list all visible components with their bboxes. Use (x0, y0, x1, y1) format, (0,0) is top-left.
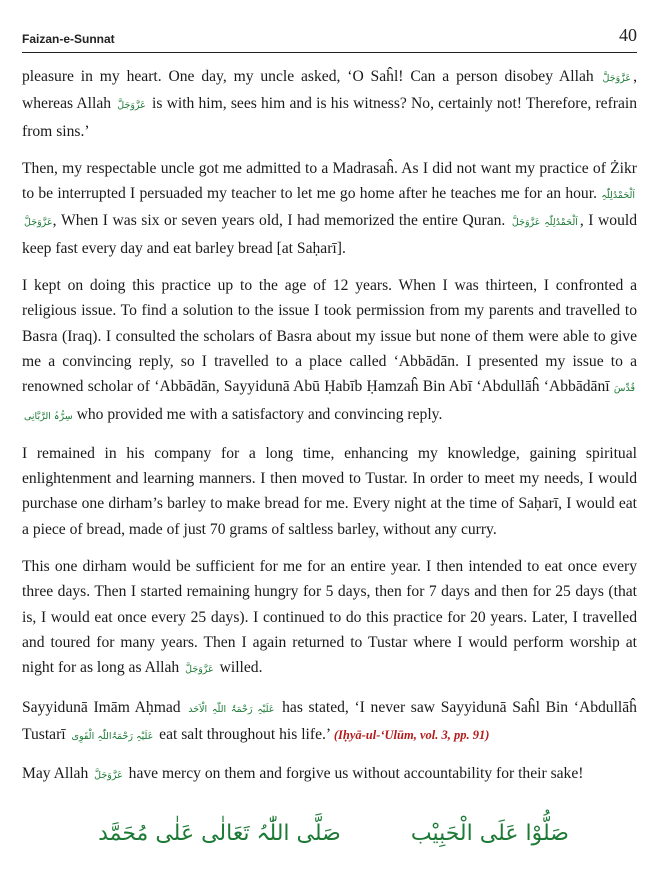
text-run: , whereas Allah (22, 68, 637, 113)
honorific-azza-wa-jall: عَزَّوَجَلَّ (117, 100, 146, 112)
alhamdulillah: اَلْحَمْدُلِلّٰہِ عَزَّوَجَلَّ (511, 217, 578, 229)
text-run: Then, my respectable uncle got me admitted to a Madrasaĥ. As I did not want my practice of Żikr to be interrupted I persuaded my teacher to let me go home after he teaches me for an hour. (22, 159, 637, 203)
page-body (22, 64, 637, 800)
text-run: , I would keep fast every day and eat barley bread [at Saḥarī]. (22, 212, 638, 257)
salawat-footer (0, 808, 667, 858)
paragraph-4 (22, 441, 637, 542)
text-run: is with him, sees him and is his witness? No, certainly not! Therefore, refrain from sins.’ (22, 95, 637, 140)
salawat-ala-muhammad: صَلَّی اللّٰہُ تَعَالٰی عَلٰی مُحَمَّد (98, 820, 341, 846)
text-run: Sayyidunā Imām Aḥmad (22, 698, 187, 716)
page-header (22, 22, 637, 53)
paragraph-5 (22, 554, 637, 682)
salawat-ala-al-habib: صَلُّوْا عَلَی الْحَبِیْب (410, 820, 569, 846)
text-run: who provided me with a satisfactory and convincing reply. (72, 405, 443, 423)
text-run: has stated, ‘I never saw Sayyidunā Saĥl Bin ‘Abdullāĥ Tustarī (22, 698, 637, 743)
text-run: eat salt throughout his life.’ (155, 725, 334, 743)
text-run: have mercy on them and forgive us without accountability for their sake! (124, 765, 584, 783)
paragraph-2 (22, 156, 637, 261)
paragraph-7 (22, 761, 637, 788)
paragraph-1 (22, 64, 637, 144)
honorific-azza-wa-jall: عَزَّوَجَلَّ (94, 770, 123, 782)
text-run: I kept on doing this practice up to the age of 12 years. When I was thirteen, I confronted a religious issue. To find a solution to the issue I took permission from my parents and travelled to Basra (Iraq). I consulted the scholars of Basra about my issue but none of them were able to give me a convincing reply, so I travelled to a place called ‘Abbādān. I presented my issue to a renowned scholar of ‘Abbādān, Sayyidunā Abū Ḥabīb Ḥamzaĥ Bin Abī ‘Abdullāĥ ‘Abbādānī (22, 277, 637, 396)
honorific-quddisa-sirruhu: قُدِّسَ سِرُّہُ الرَّبَّانِی (24, 383, 635, 422)
text-run: This one dirham would be sufficient for me for an entire year. I then intended to eat once every three days. Then I started remaining hungry for 5 days, then for 7 days and then for 25 days (that is, I would eat once every 25 days). I continued to do this practice for 20 years. Later, I travelled and toured for many years. Then I again returned to Tustar where I would perform worship at night for as long as Allah (22, 558, 637, 677)
text-run: I remained in his company for a long time, enhancing my knowledge, gaining spiritual enlightenment and learning manners. I then moved to Tustar. In order to meet my needs, I would purchase one dirham’s barley to make bread for me. Every night at the time of Saḥarī, I would eat a piece of bread, made of just 70 grams of saltless barley, without any curry. (22, 444, 637, 538)
page-number: 40 (619, 25, 637, 45)
honorific-azza-wa-jall: عَزَّوَجَلَّ (602, 73, 632, 84)
honorific-rahmat-ul-qawi: عَلَیْہِ رَحْمَۃُاللّٰہِ الْقَوِی (71, 730, 154, 742)
text-run: willed. (215, 659, 263, 677)
text-run: May Allah (22, 765, 93, 783)
text-run: pleasure in my heart. One day, my uncle asked, ‘O Saĥl! Can a person disobey Allah (22, 68, 601, 85)
book-title: Faizan-e-Sunnat (22, 32, 115, 46)
honorific-azza-wa-jall: عَزَّوَجَلَّ (185, 664, 214, 676)
honorific-rahmat-ul-ahad: عَلَیْہِ رَحْمَۃُ اللّٰہِ الْاَحَد (188, 703, 275, 715)
paragraph-6 (22, 695, 637, 750)
paragraph-3 (22, 273, 637, 429)
reference-citation: (Iḥyā-ul-‘Ulūm, vol. 3, pp. 91) (333, 727, 490, 742)
text-run: , When I was six or seven years old, I had memorized the entire Quran. (52, 212, 510, 230)
alhamdulillah: اَلْحَمْدُلِلّٰہِ عَزَّوَجَلَّ (24, 190, 635, 229)
